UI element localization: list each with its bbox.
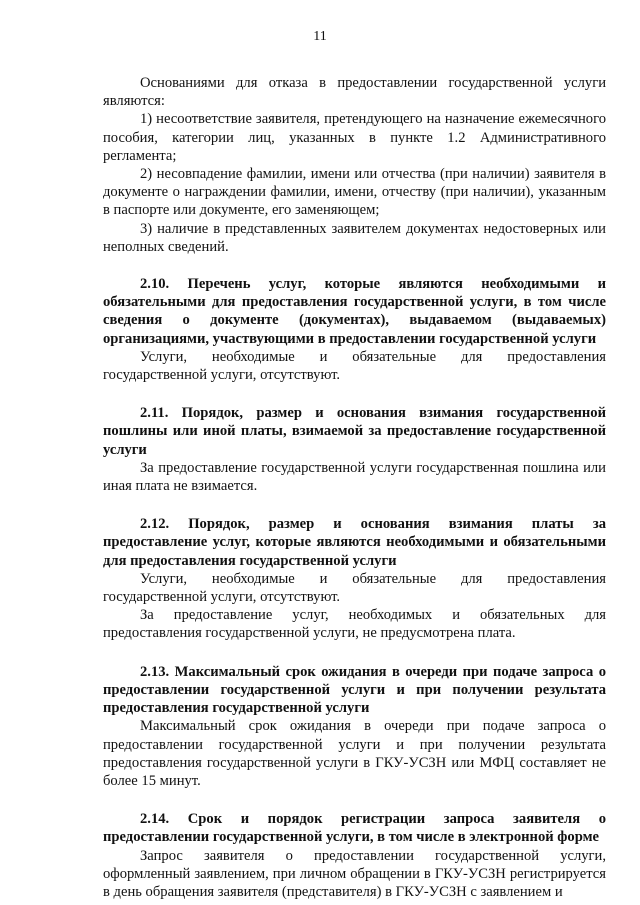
refusal-intro-paragraph: Основаниями для отказа в предоставлении государственной услуги являются:: [103, 75, 606, 110]
section-2-11-heading: 2.11. Порядок, размер и основания взимания государственной пошлины или иной платы, взимаемой за предоставление государственной услуги: [103, 405, 606, 458]
section-2-10-paragraph: Услуги, необходимые и обязательные для предоставления государственной услуги, отсутствуют.: [103, 348, 606, 384]
section-2-13-heading: 2.13. Максимальный срок ожидания в очереди при подаче запроса о предоставлении государственной услуги и при получении результата предоставления государственной услуги: [103, 663, 606, 717]
refusal-item-1: 1) несоответствие заявителя, претендующего на назначение ежемесячного пособия, категории лиц, указанных в пункте 1.2 Административного регламента;: [103, 111, 606, 164]
page-number: 11: [313, 29, 327, 44]
section-2-12-paragraph-1: Услуги, необходимые и обязательные для предоставления государственной услуги, отсутствуют.: [103, 570, 606, 606]
refusal-item-2: 2) несовпадение фамилии, имени или отчества (при наличии) заявителя в документе о награждении фамилии, имени, отчеству (при наличии), указанным в паспорте или документе, его заменяющем;: [103, 166, 606, 219]
refusal-item-3: 3) наличие в представленных заявителем документах недостоверных или неполных сведений.: [103, 220, 606, 255]
section-2-14-heading: 2.14. Срок и порядок регистрации запроса заявителя о предоставлении государственной услуги, в том числе в электронной форме: [103, 811, 606, 846]
page-content: [103, 74, 606, 901]
section-2-13-paragraph: Максимальный срок ожидания в очереди при подаче запроса о предоставлении государственной услуги и при получении результата предоставления государственной услуги в ГКУ-УСЗН или МФЦ составляет не более 15 минут.: [103, 718, 606, 789]
section-2-11-paragraph: За предоставление государственной услуги государственная пошлина или иная плата не взимается.: [103, 459, 606, 495]
section-2-10-heading: 2.10. Перечень услуг, которые являются необходимыми и обязательными для предоставления государственной услуги, в том числе сведения о документе (документах), выдаваемом (выдаваемых) организациями, участвующими в предоставлении государственной услуги: [103, 276, 606, 347]
section-2-12-heading: 2.12. Порядок, размер и основания взимания платы за предоставление услуг, которые являются необходимыми и обязательными для предоставления государственной услуги: [103, 516, 606, 569]
section-2-12-paragraph-2: За предоставление услуг, необходимых и обязательных для предоставления государственной услуги, не предусмотрена плата.: [103, 607, 606, 642]
section-2-14-paragraph: Запрос заявителя о предоставлении государственной услуги, оформленный заявлением, при личном обращении в ГКУ-УСЗН регистрируется в день обращения заявителя (представителя) в ГКУ-УСЗН с заявлением и: [103, 847, 606, 900]
